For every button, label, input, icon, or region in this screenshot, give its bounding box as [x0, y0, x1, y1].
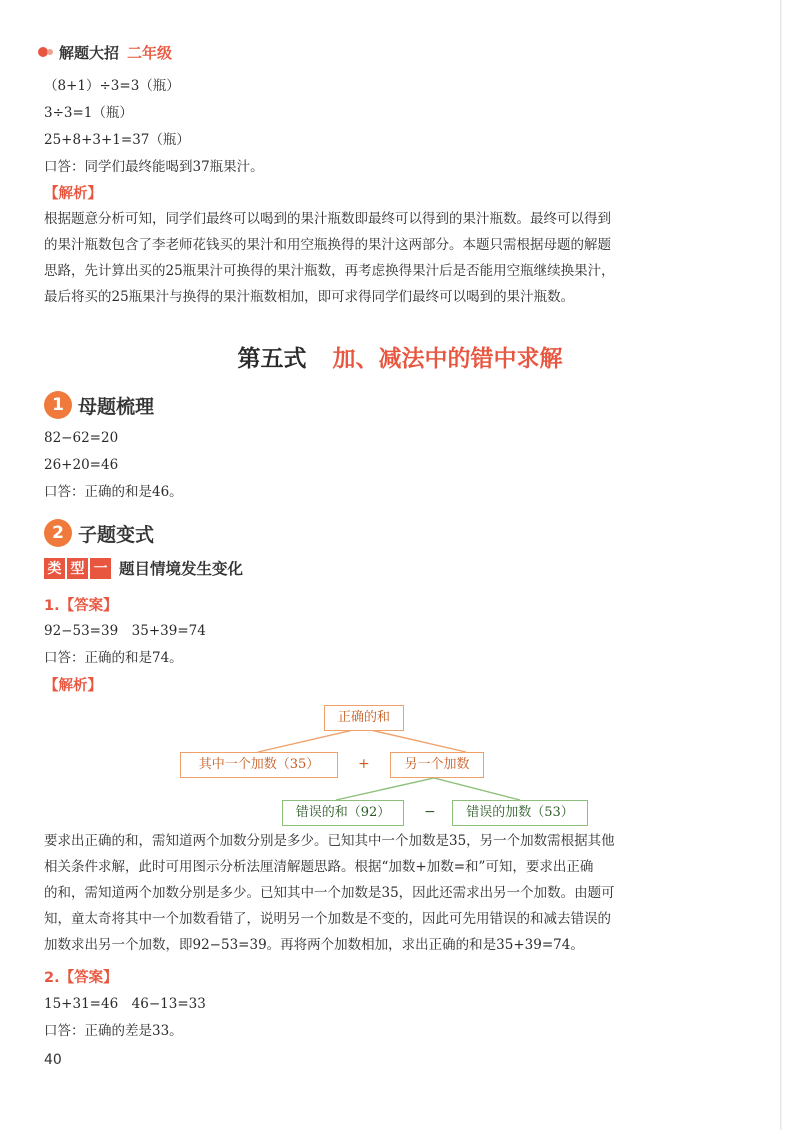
analysis-line: 的果汁瓶数包含了李老师花钱买的果汁和用空瓶换得的果汁这两部分。本题只需根据母题的解题	[44, 237, 611, 253]
analysis-line: 要求出正确的和，需知道两个加数分别是多少。已知其中一个加数是35，另一个加数需根据其他	[44, 833, 615, 849]
answer-line: 口答：同学们最终能喝到37瓶果汁。	[44, 159, 264, 175]
calc-line: 3÷3=1（瓶）	[44, 105, 133, 121]
section-number-badge: 1	[44, 391, 72, 419]
type-heading	[44, 556, 243, 580]
node-wrong-addend: 错误的加数（53）	[452, 800, 588, 826]
calc-line: 25+8+3+1=37（瓶）	[44, 132, 190, 148]
analysis-line: 的和，需知道两个加数分别是多少。已知其中一个加数是35，因此还需求出另一个加数。由题可	[44, 885, 615, 901]
answer-line: 口答：正确的和是74。	[44, 650, 183, 666]
answer-label: 2.【答案】	[44, 970, 118, 986]
plus-sign: +	[358, 756, 370, 772]
running-header	[38, 40, 172, 64]
node-wrong-sum: 错误的和（92）	[282, 800, 404, 826]
page-fold-edge	[780, 0, 782, 1130]
chapter-number: 第五式	[237, 346, 307, 372]
analysis-line: 根据题意分析可知，同学们最终可以喝到的果汁瓶数即最终可以得到的果汁瓶数。最终可以得到	[44, 211, 611, 227]
analysis-tree-diagram	[0, 700, 800, 830]
analysis-label: 【解析】	[44, 186, 102, 202]
type-badge-char: 一	[90, 558, 111, 579]
calc-line: 92−53=39 35+39=74	[44, 623, 206, 639]
analysis-line: 知，童太奇将其中一个加数看错了，说明另一个加数是不变的，因此可先用错误的和减去错误的	[44, 911, 611, 927]
answer-line: 口答：正确的差是33。	[44, 1023, 183, 1039]
calc-line: （8+1）÷3=3（瓶）	[44, 78, 180, 94]
type-badge-char: 型	[67, 558, 88, 579]
calc-line: 15+31=46 46−13=33	[44, 996, 206, 1012]
book-title: 解题大招	[59, 43, 120, 62]
section-title: 母题梳理	[78, 395, 155, 418]
grade-label: 二年级	[127, 43, 173, 62]
connector-bottom-line	[336, 778, 520, 800]
section-heading	[44, 390, 154, 420]
calc-line: 82−62=20	[44, 430, 119, 446]
analysis-paragraph	[44, 828, 764, 958]
answer-line: 口答：正确的和是46。	[44, 484, 183, 500]
node-known-addend: 其中一个加数（35）	[180, 752, 338, 778]
analysis-line: 加数求出另一个加数，即92−53=39。再将两个加数相加，求出正确的和是35+39=74。	[44, 937, 584, 953]
calc-line: 26+20=46	[44, 457, 119, 473]
analysis-label: 【解析】	[44, 678, 102, 694]
analysis-paragraph	[44, 206, 764, 310]
type-title: 题目情境发生变化	[119, 560, 244, 578]
section-number-badge: 2	[44, 519, 72, 547]
analysis-line: 思路，先计算出买的25瓶果汁可换得的果汁瓶数，再考虑换得果汁后是否能用空瓶继续换果汁，	[44, 263, 615, 279]
analysis-line: 相关条件求解，此时可用图示分析法厘清解题思路。根据“加数+加数=和”可知，要求出正确	[44, 859, 594, 875]
chapter-title	[0, 340, 800, 373]
section-title: 子题变式	[78, 523, 155, 546]
node-other-addend: 另一个加数	[390, 752, 484, 778]
minus-sign: −	[424, 804, 436, 820]
section-heading	[44, 518, 154, 548]
connector-top-line	[258, 728, 466, 752]
page-number: 40	[44, 1052, 62, 1068]
node-correct-sum: 正确的和	[324, 705, 404, 731]
chapter-name: 加、减法中的错中求解	[332, 346, 563, 372]
analysis-line: 最后将买的25瓶果汁与换得的果汁瓶数相加，即可求得同学们最终可以喝到的果汁瓶数。	[44, 289, 575, 305]
header-dots-icon	[38, 47, 53, 57]
type-badge-char: 类	[44, 558, 65, 579]
answer-label: 1.【答案】	[44, 598, 118, 614]
